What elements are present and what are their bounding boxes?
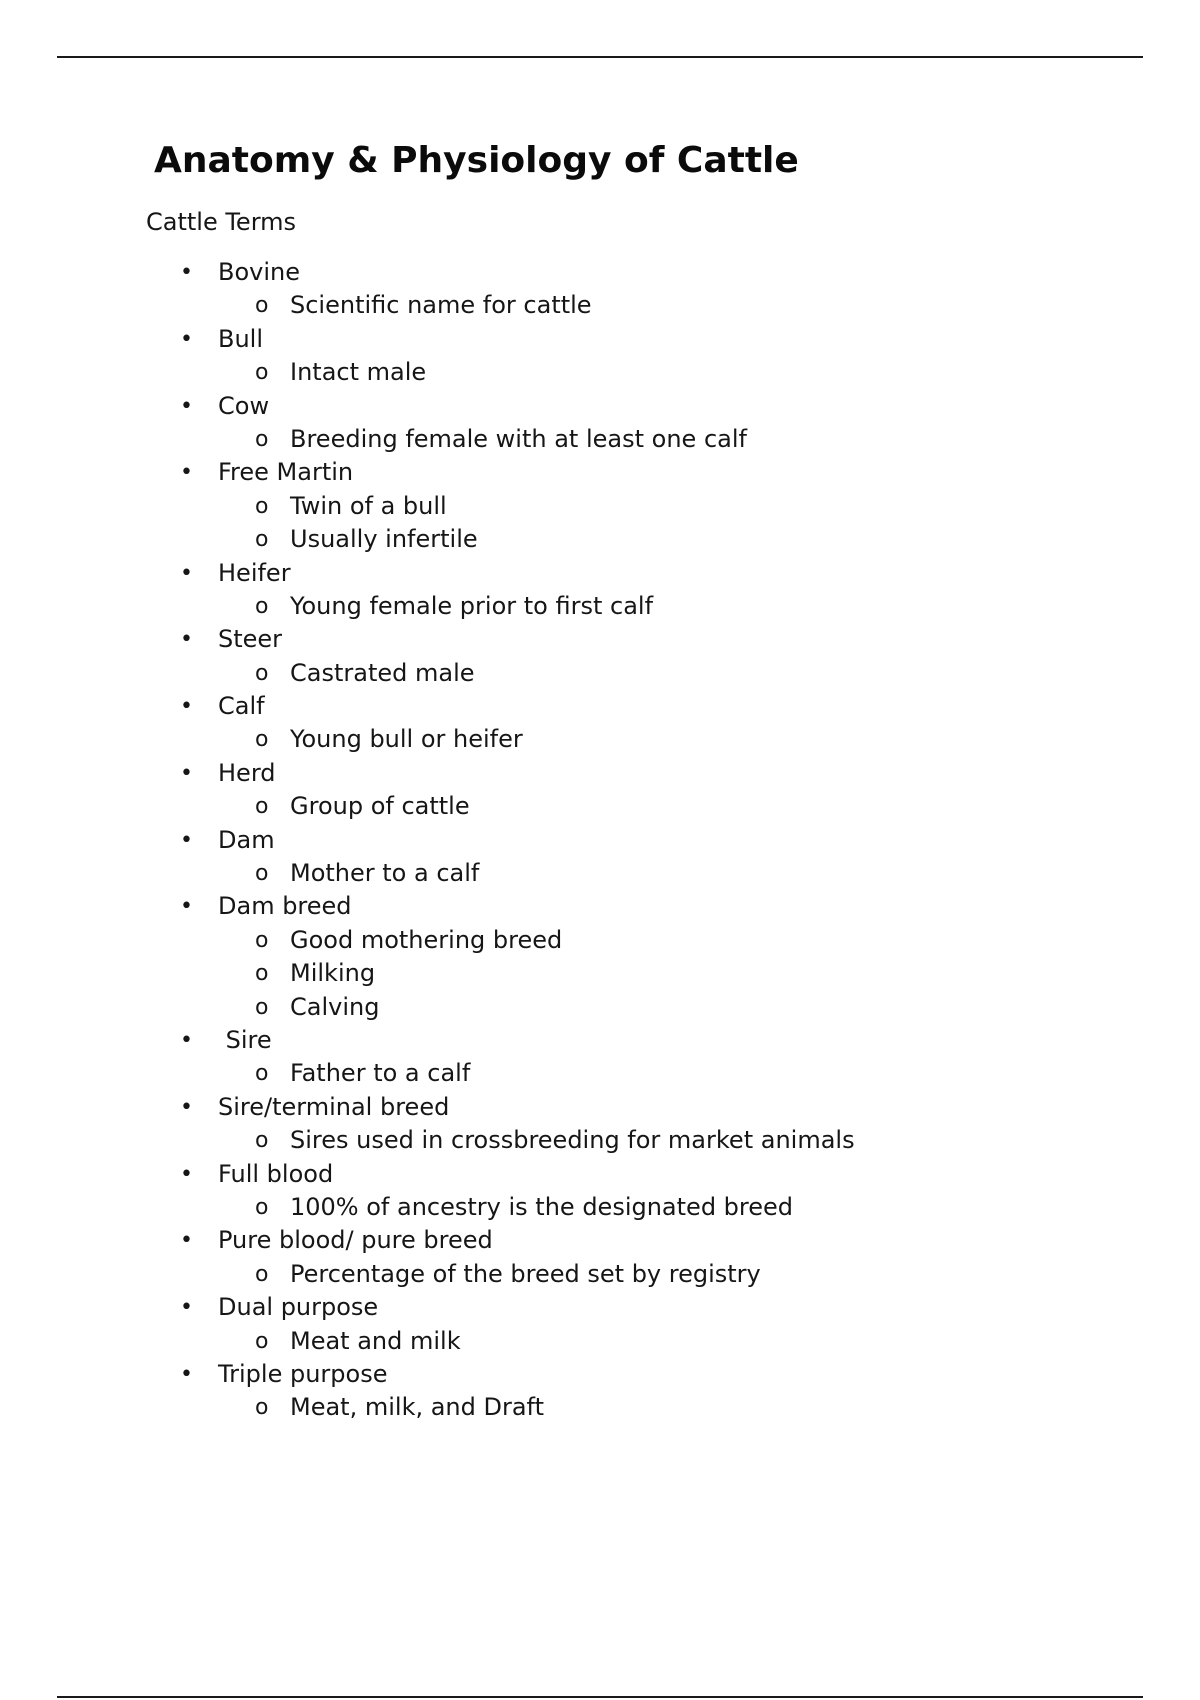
definition-label: Meat and milk [290,1326,461,1355]
sub-bullet-icon: o [255,660,269,686]
bullet-icon: • [180,627,193,653]
sub-bullet-icon: o [255,961,269,987]
bullet-icon: • [180,1094,193,1120]
bullet-icon: • [180,1161,193,1187]
bullet-icon: • [180,460,193,486]
term-label: Dual purpose [218,1293,379,1322]
sub-bullet-icon: o [255,927,269,953]
bullet-icon: • [180,1027,193,1053]
term-label: Heifer [218,558,291,587]
sub-bullet-icon: o [255,994,269,1020]
term-label: Sire/terminal breed [218,1092,450,1121]
term-label: Dam breed [218,892,352,921]
definition-label: Meat, milk, and Draft [290,1393,544,1422]
definition-label: Young bull or heifer [290,725,523,754]
sub-bullet-icon: o [255,1128,269,1154]
definition-label: 100% of ancestry is the designated breed [290,1192,794,1221]
sub-bullet-icon: o [255,727,269,753]
sub-bullet-icon: o [255,1194,269,1220]
sub-bullet-icon: o [255,527,269,553]
term-label: Bovine [218,258,300,286]
sub-bullet-icon: o [255,593,269,619]
definition-label: Scientific name for cattle [290,291,592,320]
bullet-icon: • [180,560,193,586]
term-label: Free Martin [218,458,354,487]
term-label: Pure blood/ pure breed [218,1226,493,1255]
page-title: Anatomy & Physiology of Cattle [154,140,799,181]
term-label: Triple purpose [218,1359,388,1388]
sub-bullet-icon: o [255,1395,269,1421]
sub-bullet-icon: o [255,426,269,452]
bullet-icon: • [180,760,193,786]
bullet-icon: • [180,393,193,419]
term-label: Herd [218,758,276,787]
sub-bullet-icon: o [255,493,269,519]
bullet-icon: • [180,260,193,285]
definition-label: Good mothering breed [290,925,563,954]
definition-label: Father to a calf [290,1059,471,1088]
definition-label: Mother to a calf [290,859,480,888]
definition-label: Twin of a bull [290,491,447,520]
term-label: Dam [218,825,275,854]
definition-label: Intact male [290,358,427,387]
definition-label: Percentage of the breed set by registry [290,1259,761,1288]
definition-label: Sires used in crossbreeding for market animals [290,1126,855,1155]
definition-label: Castrated male [290,658,475,687]
definition-label: Calving [290,992,380,1021]
footer-rule [57,1696,1143,1698]
sub-bullet-icon: o [255,360,269,386]
sub-bullet-icon: o [255,1061,269,1087]
sub-bullet-icon: o [255,1328,269,1354]
bullet-icon: • [180,894,193,920]
sub-bullet-icon: o [255,293,269,319]
section-heading: Cattle Terms [146,208,297,236]
bullet-icon: • [180,1228,193,1254]
bullet-icon: • [180,694,193,720]
term-label: Bull [218,324,264,353]
term-label: Sire [218,1025,272,1054]
sub-bullet-icon: o [255,1261,269,1287]
bullet-icon: • [180,326,193,352]
sub-bullet-icon: o [255,861,269,887]
header-rule [57,56,1143,58]
term-label: Steer [218,625,283,654]
definition-label: Breeding female with at least one calf [290,424,747,453]
bullet-icon: • [180,827,193,853]
term-label: Full blood [218,1159,334,1188]
bullet-icon: • [180,1295,193,1321]
term-label: Cow [218,391,270,420]
bullet-icon: • [180,1361,193,1387]
definition-label: Young female prior to first calf [290,591,654,620]
sub-bullet-icon: o [255,794,269,820]
definition-label: Group of cattle [290,792,470,821]
term-label: Calf [218,692,265,721]
definition-label: Milking [290,959,376,988]
definition-label: Usually infertile [290,525,478,554]
